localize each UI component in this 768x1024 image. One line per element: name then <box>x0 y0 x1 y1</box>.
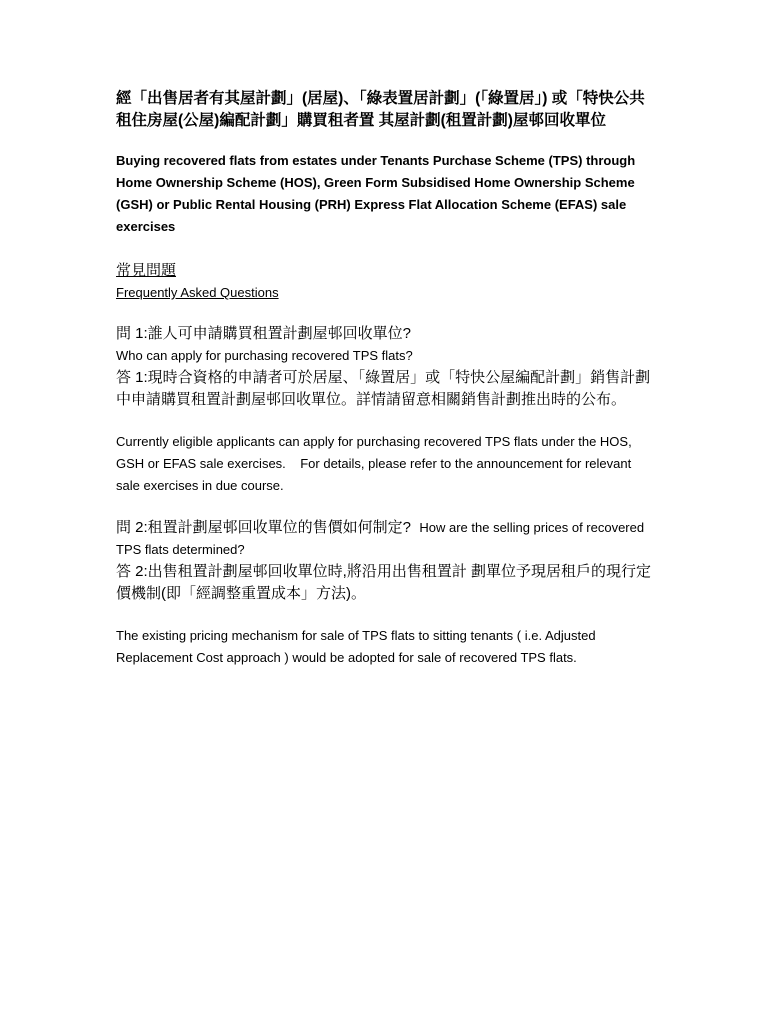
document-title-chinese: 經「出售居者有其屋計劃」(居屋)、「綠表置居計劃」(「綠置居」) 或「特快公共租住房屋(公屋)編配計劃」購買租者置 其屋計劃(租置計劃)屋邨回收單位 <box>116 90 645 129</box>
question-1-english: Who can apply for purchasing recovered TPS flats? <box>116 348 413 363</box>
document-page <box>116 88 656 669</box>
answer-1-chinese: 答 1:現時合資格的申請者可於居屋、「綠置居」或「特快公屋編配計劃」銷售計劃中申請購買租置計劃屋邨回收單位。詳情請留意相關銷售計劃推出時的公布。 <box>116 369 651 408</box>
faq-item-1 <box>116 323 656 497</box>
faq-item-2 <box>116 517 656 669</box>
answer-1-english: Currently eligible applicants can apply for purchasing recovered TPS flats under the HOS, GSH or EFAS sale exercises. For details, please refer to the announcement for relevant sale exercises in due course. <box>116 434 636 493</box>
question-2-line <box>116 517 656 561</box>
document-title-english: Buying recovered flats from estates under Tenants Purchase Scheme (TPS) through Home Ownership Scheme (HOS), Green Form Subsidised Home Ownership Scheme (GSH) or Public Rental Housing (PRH) Express Flat Allocation Scheme (EFAS) sale exercises <box>116 153 636 234</box>
question-2-chinese: 問 2:租置計劃屋邨回收單位的售價如何制定? <box>116 519 412 536</box>
question-1-chinese: 問 1:誰人可申請購買租置計劃屋邨回收單位? <box>116 325 412 342</box>
answer-2-english: The existing pricing mechanism for sale of TPS flats to sitting tenants ( i.e. Adjusted Replacement Cost approach ) would be adopted for sale of recovered TPS flats. <box>116 628 596 665</box>
answer-2-chinese: 答 2:出售租置計劃屋邨回收單位時,將沿用出售租置計 劃單位予現居租戶的現行定價機制(即「經調整重置成本」方法)。 <box>116 563 652 602</box>
question-2-english: How are the selling prices of recovered TPS flats determined? <box>116 520 645 557</box>
faq-heading-english: Frequently Asked Questions <box>116 285 279 300</box>
faq-heading-chinese: 常見問題 <box>116 262 177 279</box>
